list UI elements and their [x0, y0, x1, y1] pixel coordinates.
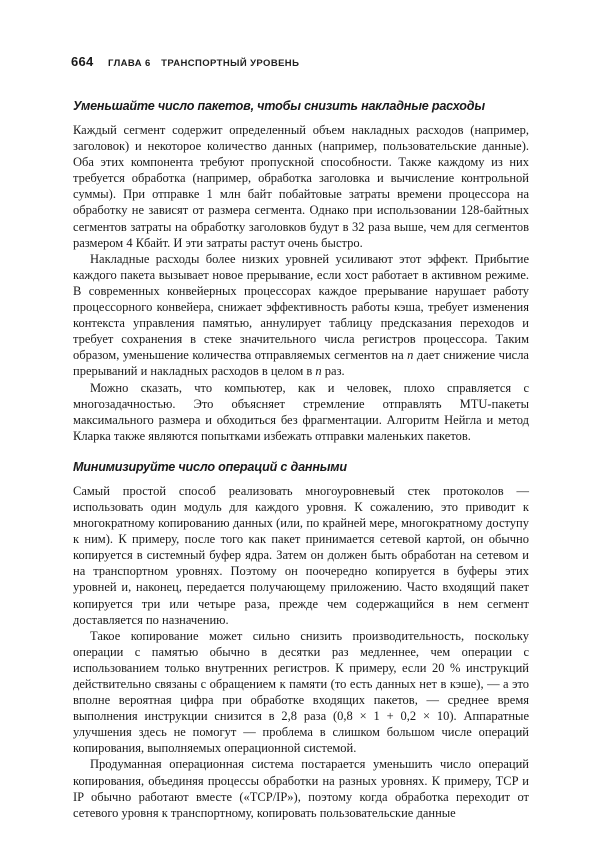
variable-n: n	[407, 348, 414, 363]
chapter-label: ГЛАВА 6	[108, 58, 151, 69]
paragraph: Каждый сегмент содержит определенный объем накладных расходов (например, заголовок) и некоторое количество данных (например, пользовательские данные). Оба этих компонента требуют пропускной способности. Также каждому из них требуется обработка (например, обработка заголовка и вычисление контрольной суммы). При отправке 1 млн байт побайтовые затраты времени процессора на обработку не зависят от размера сегмента. Однако при использовании 128-байтных сегментов затраты на обработку заголовков будут в 32 раза выше, чем для сегментов размером 4 Кбайт. И эти затраты растут очень быстро.	[73, 123, 529, 250]
paragraph-text: Накладные расходы более низких уровней усиливают этот эффект. Прибытие каждого пакета вызывает новое прерывание, если хост работает в активном режиме. В современных конвейерных процессорах каждое прерывание нарушает работу процессорного конвейера, снижает эффективность работы кэша, требует изменения контекста управления памятью, аннулирует таблицу предсказания переходов и требует сохранения в стеке значительного числа регистров процессора. Таким образом, уменьшение количества отправляемых сегментов на	[73, 251, 529, 363]
paragraph-text: дает снижение числа прерываний и накладных расходов в целом в	[73, 348, 529, 379]
page-number: 664	[71, 54, 94, 69]
chapter-title: ТРАНСПОРТНЫЙ УРОВЕНЬ	[161, 58, 300, 69]
paragraph-text: раз.	[321, 364, 345, 379]
section-heading-packets: Уменьшайте число пакетов, чтобы снизить накладные расходы	[73, 99, 485, 113]
variable-n: n	[315, 364, 322, 379]
paragraph: Самый простой способ реализовать многоуровневый стек протоколов — использовать один модуль для каждого уровня. К сожалению, это приводит к многократному копированию данных (или, по крайней мере, многократному доступу к ним). К примеру, после того как пакет принимается сетевой картой, он обычно копируется в системный буфер ядра. Затем он должен быть обработан на сетевом и на транспортном уровнях. Поэтому он поочередно копируется в буферы этих уровней и, наконец, передается получающему приложению. Часто входящий пакет копируется три или четыре раза, прежде чем содержащийся в нем сегмент доставляется по назначению.	[73, 483, 529, 627]
paragraph	[73, 251, 529, 380]
section-heading-data-operations: Минимизируйте число операций с данными	[73, 459, 347, 474]
paragraph: Продуманная операционная система постарается уменьшить число операций копирования, объединяя процессы обработки на разных уровнях. К примеру, TCP и IP обычно работают вместе («TCP/IP»), поэтому когда обработка переходит от сетевого уровня к транспортному, копировать пользовательские данные	[73, 757, 529, 820]
running-header	[71, 53, 531, 69]
page-body	[73, 98, 529, 821]
paragraph: Можно сказать, что компьютер, как и человек, плохо справляется с многозадачностью. Это объясняет стремление отправлять MTU-пакеты максимального размера и обходиться без фрагментации. Алгоритм Нейгла и метод Кларка также являются попытками избежать отправки маленьких пакетов.	[73, 380, 529, 443]
paragraph: Такое копирование может сильно снизить производительность, поскольку операции с памятью обычно в десятки раз медленнее, чем операции с использованием только внутренних регистров. К примеру, если 20 % инструкций действительно связаны с обращением к памяти (то есть данных нет в кэше), — а это вполне вероятная цифра при обработке входящих пакетов, — среднее время выполнения инструкции снизится в 2,8 раза (0,8 × 1 + 0,2 × 10). Аппаратные улучшения здесь не помогут — проблема в слишком большом числе операций копирования, выполняемых операционной системой.	[73, 628, 529, 756]
